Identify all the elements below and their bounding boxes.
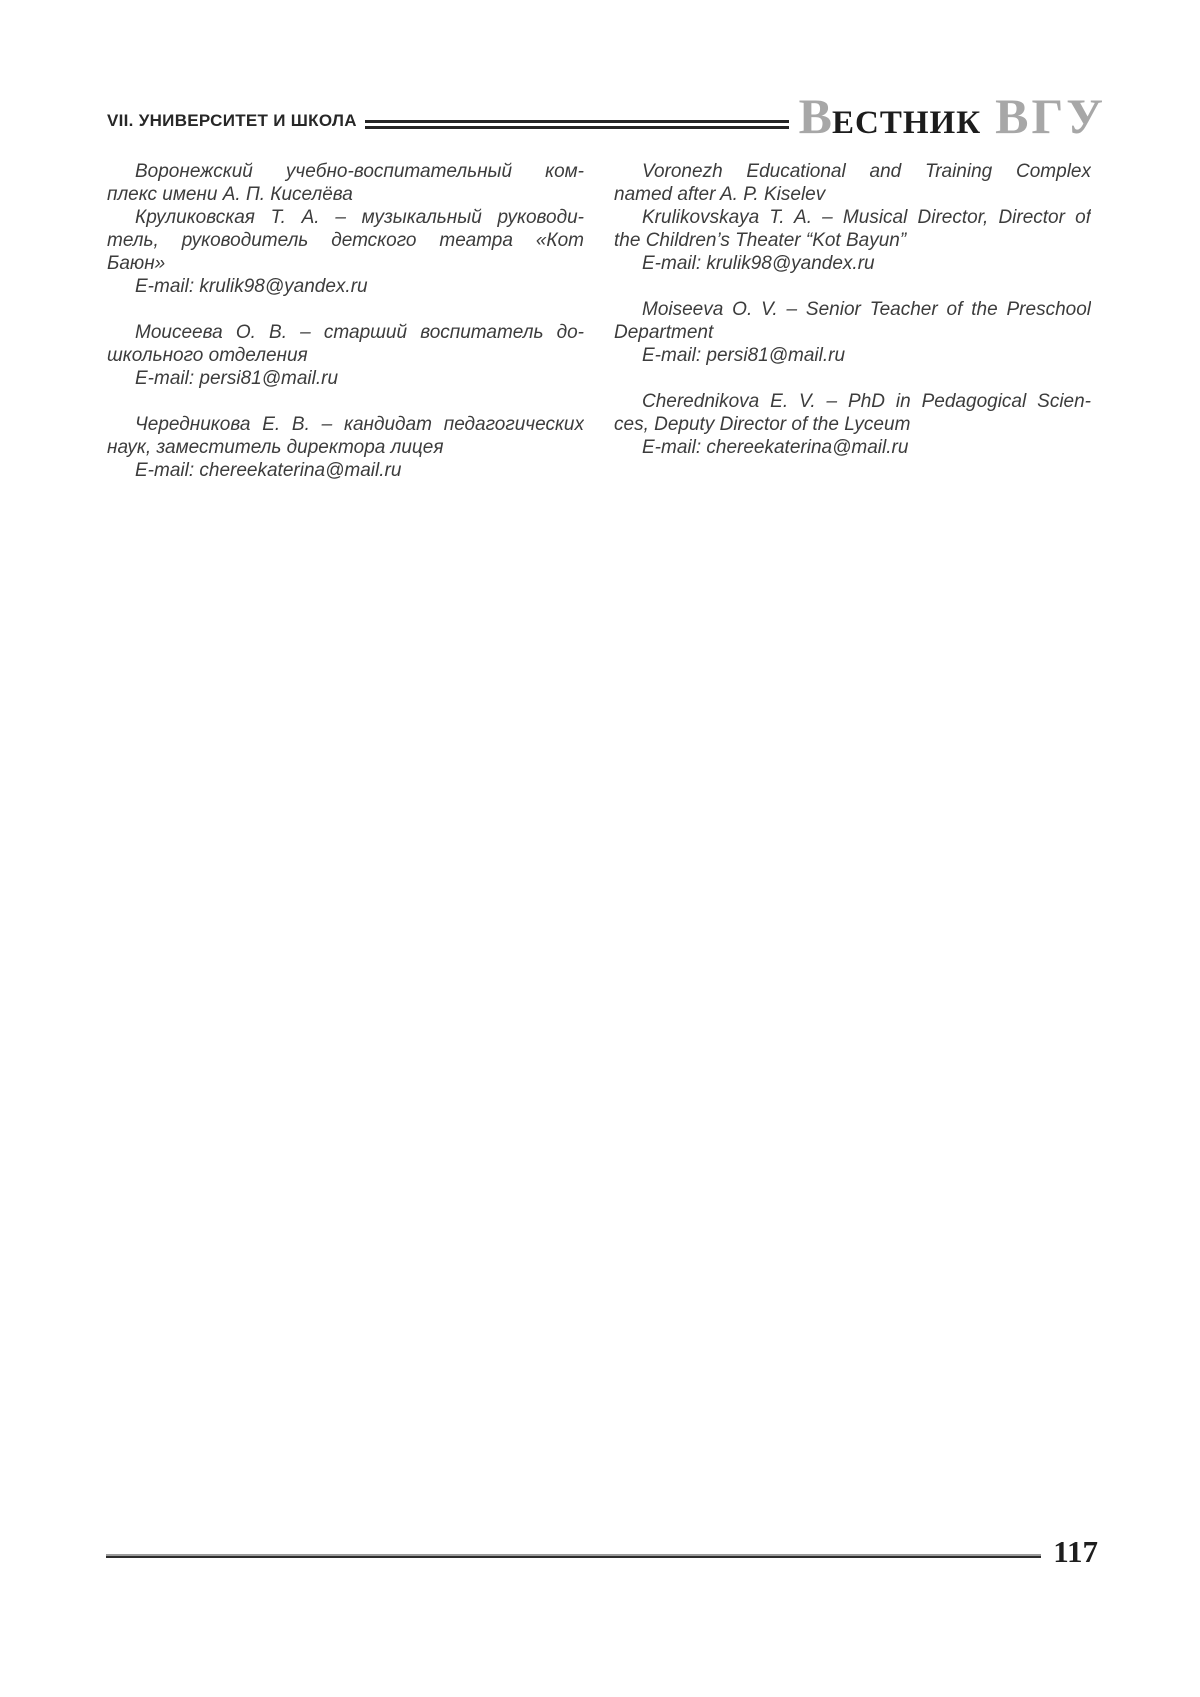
page-header [107, 90, 1106, 142]
affiliation-line: Воронежский учебно-воспитательный ком- [135, 161, 584, 182]
left-column [107, 160, 584, 482]
author-entry [614, 390, 1091, 459]
author-entry [107, 413, 584, 482]
author-line: the Children’s Theater “Kot Bayun” [614, 230, 907, 251]
author-line: Krulikovskaya T. A. – Musical Director, Director of [642, 207, 1091, 228]
email-text: E-mail: persi81@mail.ru [135, 368, 339, 389]
author-line: Круликовская Т. А. – музыкальный руководи- [135, 207, 584, 228]
author-line: тель, руководитель детского театра «Кот [107, 230, 584, 251]
journal-logo [798, 88, 1106, 144]
affiliation-line: плекс имени А. П. Киселёва [107, 184, 353, 205]
footer-rule [106, 1554, 1041, 1558]
page-number: 117 [1053, 1534, 1098, 1569]
journal-logo-name: ЕСТНИК [832, 105, 982, 141]
author-line: Department [614, 322, 714, 343]
author-line: Moiseeva O. V. – Senior Teacher of the Preschool [642, 299, 1091, 320]
author-entry [107, 321, 584, 390]
author-line: наук, заместитель директора лицея [107, 437, 444, 458]
journal-logo-initial: В [798, 88, 833, 144]
author-entry [614, 298, 1091, 367]
journal-logo-abbr: ВГУ [995, 88, 1106, 144]
author-entry [614, 160, 1091, 275]
author-line: Чередникова Е. В. – кандидат педагогических [135, 414, 584, 435]
header-rule [365, 120, 789, 129]
email-text: E-mail: krulik98@yandex.ru [135, 276, 368, 297]
section-title: VII. УНИВЕРСИТЕТ И ШКОЛА [107, 111, 357, 130]
email-text: E-mail: chereekaterina@mail.ru [135, 460, 402, 481]
email-text: E-mail: chereekaterina@mail.ru [642, 437, 909, 458]
author-line: школьного отделения [107, 345, 308, 366]
affiliation-line: Voronezh Educational and Training Complex [642, 161, 1091, 182]
author-line: Моисеева О. В. – старший воспитатель до- [135, 322, 584, 343]
email-text: E-mail: krulik98@yandex.ru [642, 253, 875, 274]
author-entry [107, 160, 584, 298]
right-column [614, 160, 1091, 459]
affiliation-line: named after A. P. Kiselev [614, 184, 826, 205]
author-line: Баюн» [107, 253, 166, 274]
page-footer [106, 1536, 1098, 1567]
author-line: ces, Deputy Director of the Lyceum [614, 414, 911, 435]
email-text: E-mail: persi81@mail.ru [642, 345, 846, 366]
author-line: Cherednikova E. V. – PhD in Pedagogical Scien- [642, 391, 1091, 412]
